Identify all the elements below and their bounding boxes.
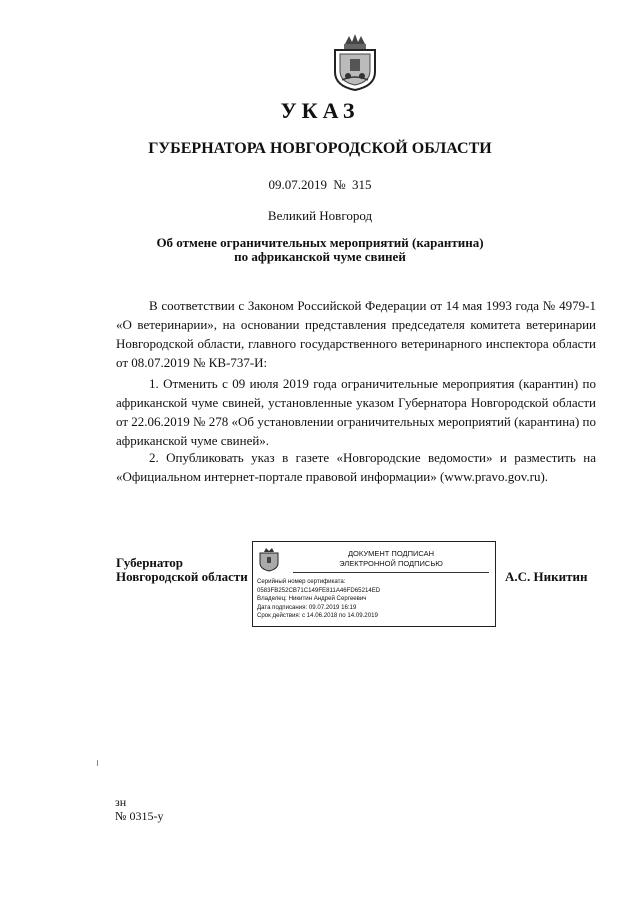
coat-of-arms-icon [330,32,380,92]
stamp-signed-date: Дата подписания: 09.07.2019 16:19 [257,603,357,611]
stamp-details [257,578,380,621]
document-subtitle: ГУБЕРНАТОРА НОВГОРОДСКОЙ ОБЛАСТИ [148,140,492,157]
stamp-validity: Срок действия: с 14.06.2018 по 14.09.2019 [257,612,378,620]
stamp-header [293,549,489,569]
paragraph-item-2-text: 2. Опубликовать указ в газете «Новгородские ведомости» и разместить на «Официальном интернет-портале правовой информации» (www.pravo.gov.ru). [116,450,596,484]
footer-reference [115,795,163,823]
signatory-position [116,556,248,584]
date-and-number: 09.07.2019 № 315 [268,177,372,192]
document-heading [0,236,640,264]
stamp-header-line-2: ЭЛЕКТРОННОЙ ПОДПИСЬЮ [339,559,443,568]
document-title: УКАЗ [280,98,360,123]
stamp-header-line-1: ДОКУМЕНТ ПОДПИСАН [347,549,435,558]
stamp-emblem-icon [258,546,280,572]
signatory-position-line-2: Новгородской области [116,569,248,584]
paragraph-item-1 [116,374,596,450]
heading-line-2: по африканской чуме свиней [234,249,406,264]
stamp-cert-label: Серийный номер сертификата: [257,578,346,585]
margin-mark [97,760,98,766]
stamp-owner: Владелец: Никитин Андрей Сергеевич [257,595,367,603]
electronic-signature-stamp [252,541,496,627]
stamp-divider [293,572,489,573]
stamp-cert-serial: 0583FB252CB71C149FE811A46FD65214ED [257,586,381,594]
signatory-name: А.С. Никитин [505,569,588,584]
paragraph-item-2 [116,448,596,486]
paragraph-preamble-text: В соответствии с Законом Российской Федерации от 14 мая 1993 года № 4979-1 «О ветеринарии», на основании представления председателя комитета ветеринарии Новгородской области, главного государственного ветеринарного инспектора области от 08.07.2019 № КВ-737-И: [116,298,596,370]
city: Великий Новгород [267,208,373,223]
heading-line-1: Об отмене ограничительных мероприятий (карантина) [156,235,484,250]
signatory-position-line-1: Губернатор [116,555,184,570]
paragraph-preamble [116,296,596,372]
footer-line-1: зн [115,795,127,809]
paragraph-item-1-text: 1. Отменить с 09 июля 2019 года ограничительные мероприятия (карантин) по африканской чуме свиней, установленные указом Губернатора Новгородской области от 22.06.2019 № 278 «Об установлении ограничительных мероприятий (карантина) по африканской чуме свиней». [116,376,596,448]
footer-line-2: № 0315-у [115,809,164,823]
